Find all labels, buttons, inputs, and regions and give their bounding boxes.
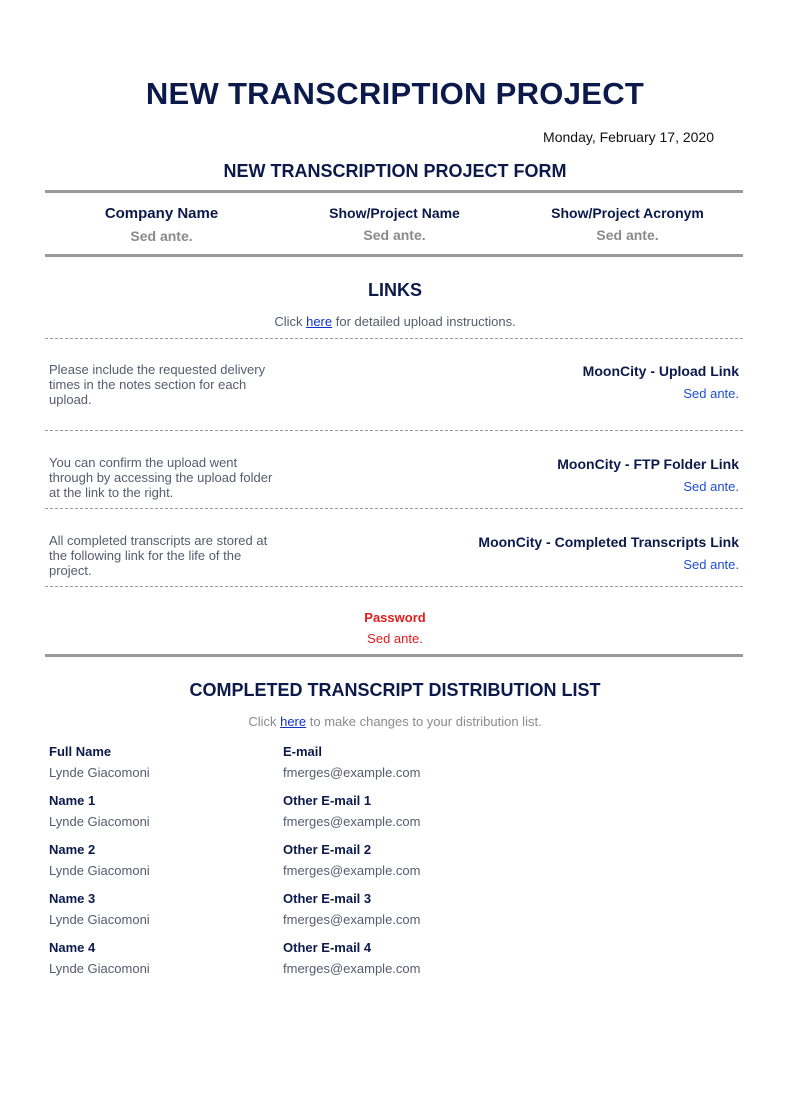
contact-email: fmerges@example.com	[283, 765, 421, 780]
contact-email-label: Other E-mail 1	[283, 793, 372, 808]
contact-email: fmerges@example.com	[283, 863, 421, 878]
ftp-link-note: You can confirm the upload went through by accessing the upload folder at the link to the right.	[49, 455, 273, 500]
upload-instructions-link[interactable]: here	[306, 314, 333, 329]
project-acronym-value: Sed ante.	[596, 227, 659, 243]
project-name-field	[278, 204, 511, 243]
contact-email: fmerges@example.com	[283, 912, 421, 927]
page-title: NEW TRANSCRIPTION PROJECT	[145, 76, 645, 111]
dashed-divider	[45, 338, 743, 339]
upload-link-value[interactable]: Sed ante.	[683, 386, 739, 401]
password-value: Sed ante.	[367, 631, 423, 646]
contact-email: fmerges@example.com	[283, 961, 421, 976]
company-name-field	[45, 205, 278, 244]
contact-email-label: Other E-mail 3	[283, 891, 372, 906]
password-field	[0, 610, 790, 646]
transcripts-link-note: All completed transcripts are stored at the following link for the life of the project.	[49, 533, 268, 578]
contact-name: Lynde Giacomoni	[49, 863, 150, 878]
contact-email-label: Other E-mail 2	[283, 842, 372, 857]
contact-name-label: Name 3	[49, 891, 96, 906]
divider-links-bottom	[45, 654, 743, 657]
contact-email-label: Other E-mail 4	[283, 940, 372, 955]
dashed-divider	[45, 586, 743, 587]
contact-name-label: Name 2	[49, 842, 96, 857]
contact-name-label: Name 4	[49, 940, 96, 955]
distribution-instructions-post: to make changes to your distribution list.	[306, 714, 542, 729]
distribution-instructions-pre: Click	[248, 714, 281, 729]
distribution-instructions-link[interactable]: here	[280, 714, 307, 729]
upload-instructions	[0, 314, 790, 329]
company-name-label: Company Name	[104, 205, 219, 222]
transcripts-link-value[interactable]: Sed ante.	[683, 557, 739, 572]
form-heading: NEW TRANSCRIPTION PROJECT FORM	[223, 161, 567, 181]
upload-link-label: MoonCity - Upload Link	[582, 363, 739, 379]
contact-name: Lynde Giacomoni	[49, 765, 150, 780]
ftp-link-row	[557, 456, 739, 494]
project-name-value: Sed ante.	[363, 227, 426, 243]
upload-link-note: Please include the requested delivery times in the notes section for each upload.	[49, 362, 266, 407]
upload-instructions-pre: Click	[274, 314, 307, 329]
contact-name-label: Full Name	[49, 744, 112, 759]
contact-name: Lynde Giacomoni	[49, 912, 150, 927]
upload-instructions-post: for detailed upload instructions.	[332, 314, 516, 329]
dashed-divider	[45, 430, 743, 431]
divider-info-bottom	[45, 254, 743, 257]
password-label: Password	[364, 610, 426, 625]
dashed-divider	[45, 508, 743, 509]
transcripts-link-label: MoonCity - Completed Transcripts Link	[478, 534, 739, 550]
project-acronym-label: Show/Project Acronym	[551, 205, 704, 221]
date-text: Monday, February 17, 2020	[543, 129, 714, 145]
transcripts-link-row	[478, 534, 739, 572]
contact-email-label: E-mail	[283, 744, 323, 759]
contact-name: Lynde Giacomoni	[49, 814, 150, 829]
links-heading: LINKS	[368, 280, 422, 300]
upload-link-row	[583, 363, 739, 401]
distribution-heading: COMPLETED TRANSCRIPT DISTRIBUTION LIST	[189, 680, 601, 700]
ftp-link-value[interactable]: Sed ante.	[683, 479, 739, 494]
project-name-label: Show/Project Name	[329, 205, 460, 221]
ftp-link-label: MoonCity - FTP Folder Link	[557, 456, 739, 472]
contact-name: Lynde Giacomoni	[49, 961, 150, 976]
company-name-value: Sed ante.	[130, 228, 193, 244]
contact-name-label: Name 1	[49, 793, 96, 808]
contact-email: fmerges@example.com	[283, 814, 421, 829]
divider-top	[45, 190, 743, 193]
project-acronym-field	[511, 204, 744, 243]
distribution-instructions	[0, 714, 790, 729]
